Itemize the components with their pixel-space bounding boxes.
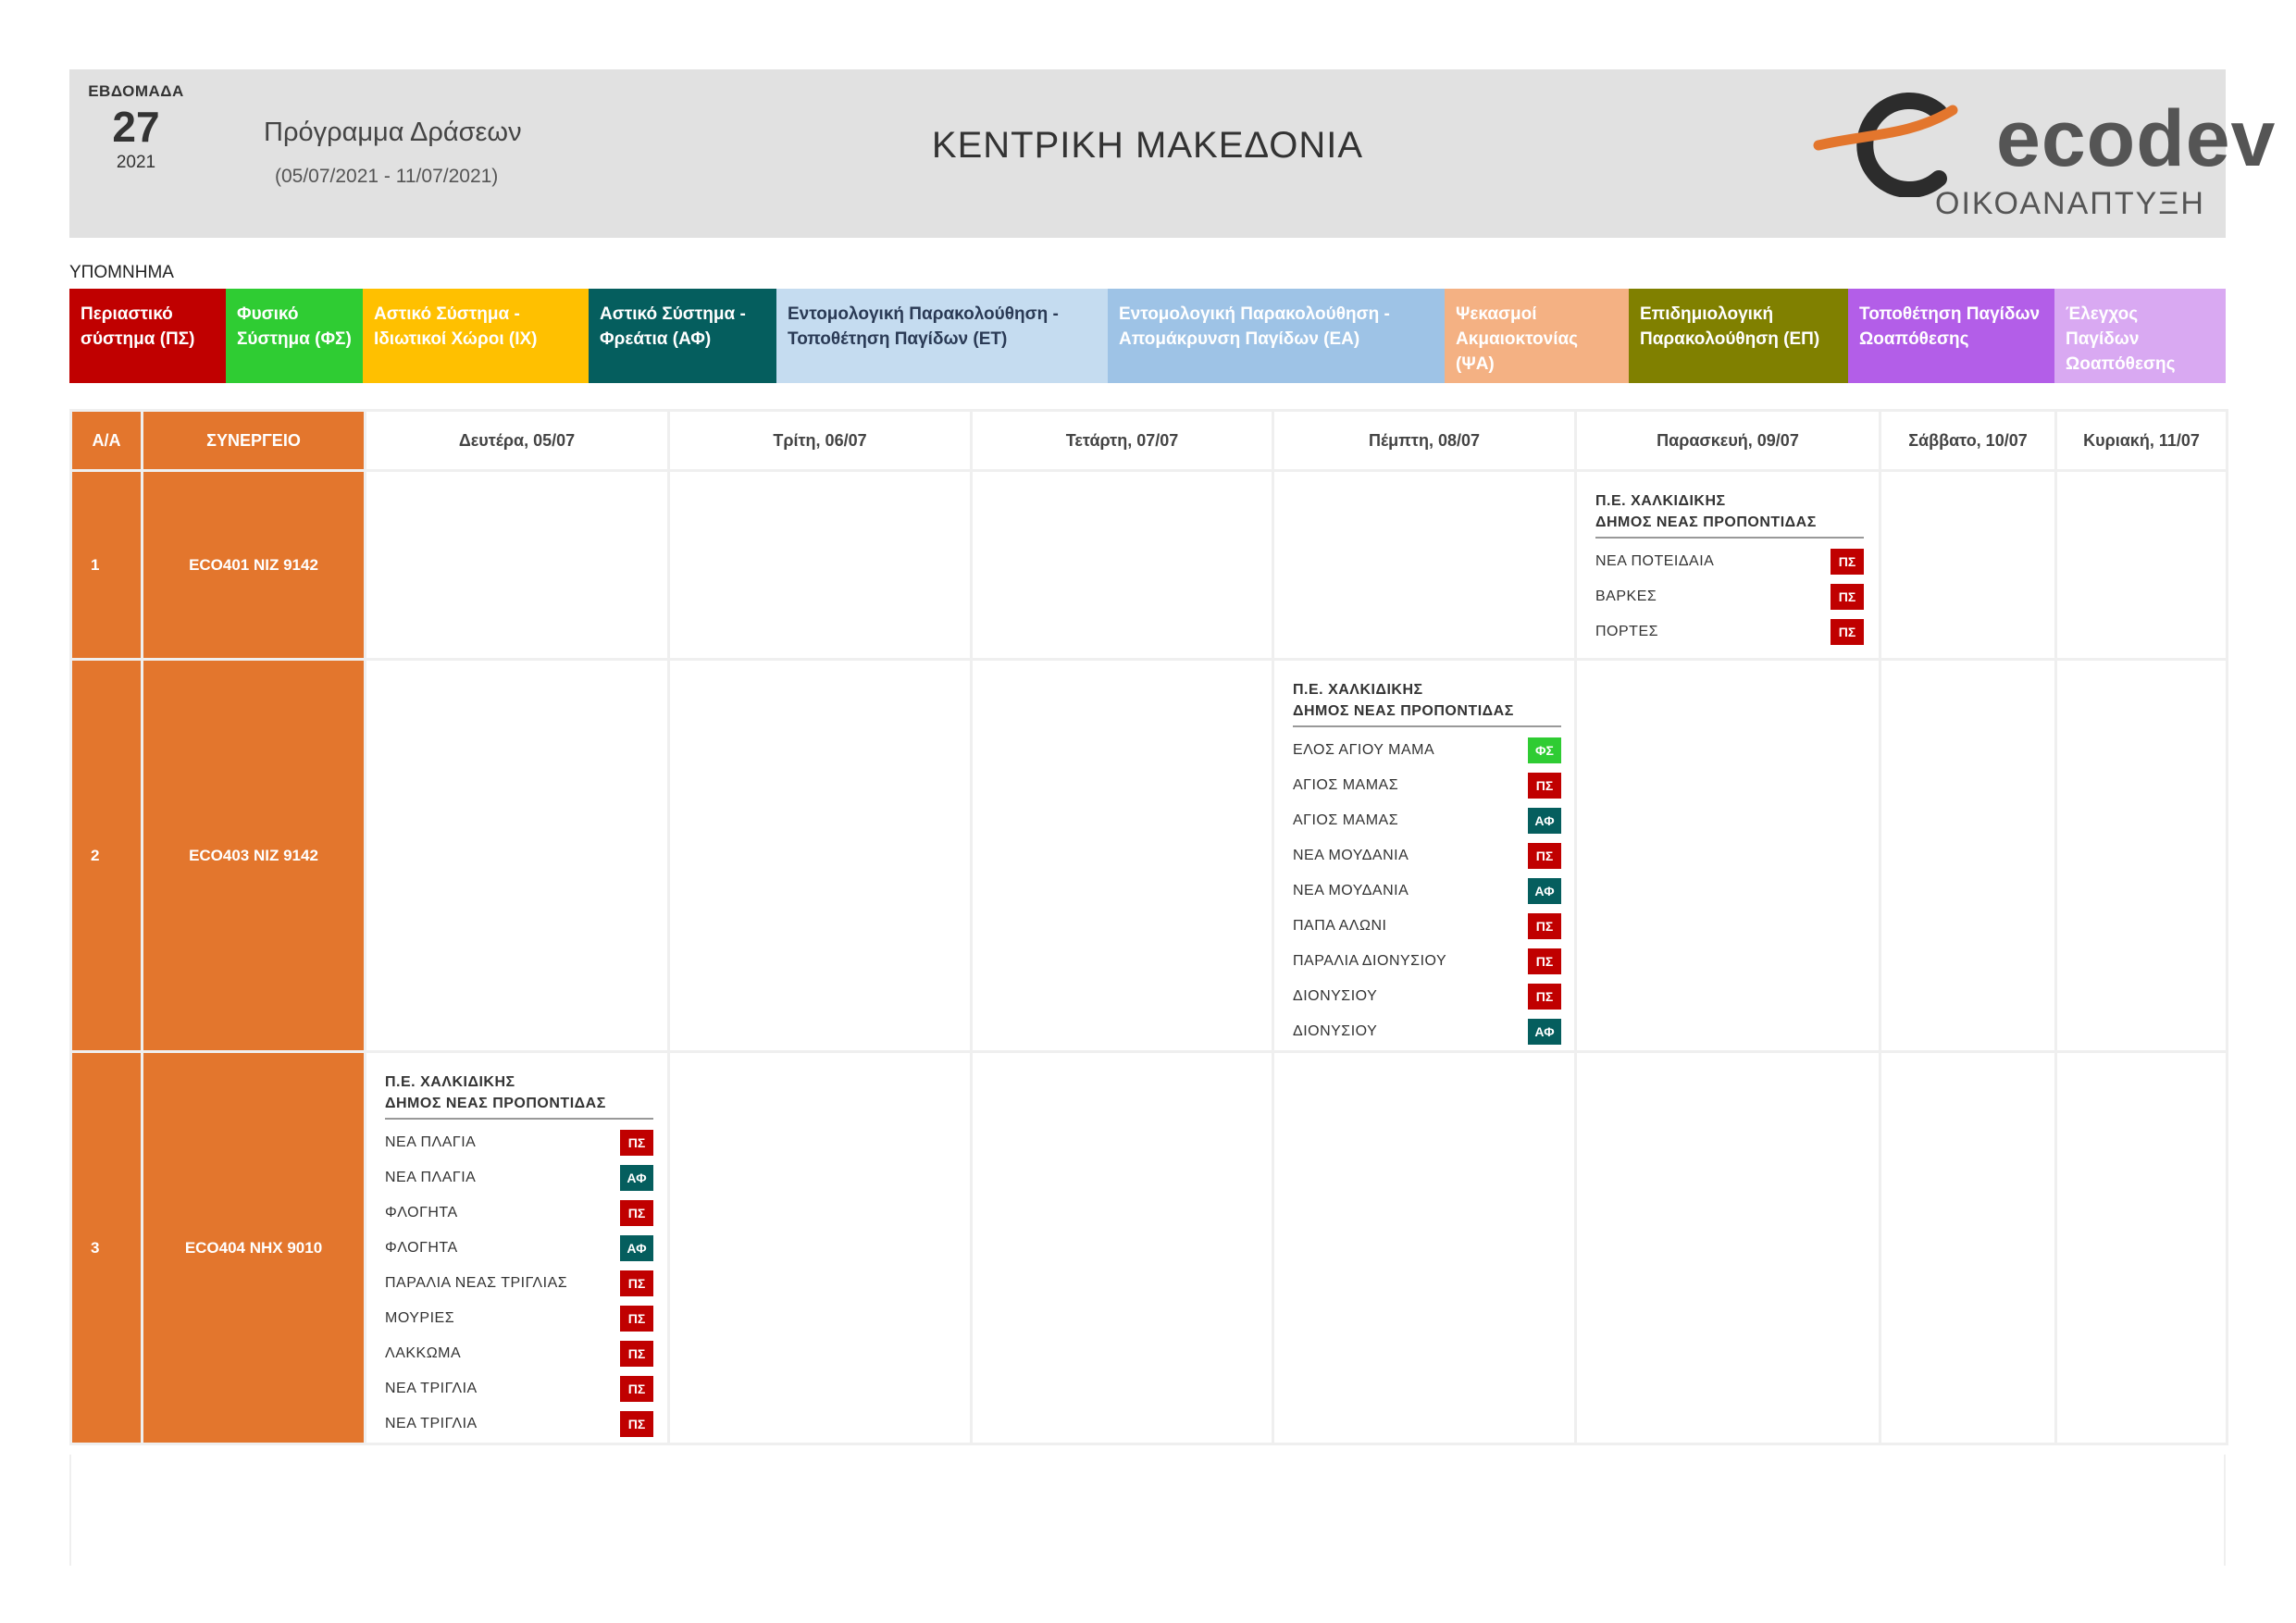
day-cell xyxy=(366,471,669,660)
week-number: 27 xyxy=(112,103,160,151)
column-header-day: Παρασκευή, 09/07 xyxy=(1576,411,1880,471)
row-number: 1 xyxy=(71,471,143,660)
activity-entry xyxy=(1595,544,1864,579)
column-header-day: Πέμπτη, 08/07 xyxy=(1273,411,1576,471)
activity-entry xyxy=(1293,1014,1561,1049)
day-cell xyxy=(1273,471,1576,660)
program-dates: (05/07/2021 - 11/07/2021) xyxy=(275,166,499,187)
activity-entry xyxy=(385,1196,653,1231)
column-header-day: Σάββατο, 10/07 xyxy=(1880,411,2056,471)
legend-item: Επιδημιολογική Παρακολούθηση (ΕΠ) xyxy=(1629,289,1848,383)
legend-item: Έλεγχος Παγίδων Ωοαπόθεσης xyxy=(2054,289,2226,383)
column-header-partner: ΣΥΝΕΡΓΕΙΟ xyxy=(143,411,366,471)
activity-location-name: ΝΕΑ ΤΡΙΓΛΙΑ xyxy=(385,1381,478,1396)
row-number: 2 xyxy=(71,660,143,1052)
day-cell xyxy=(669,471,972,660)
activity-entry xyxy=(1293,909,1561,944)
activity-entry xyxy=(1595,579,1864,614)
activity-entry xyxy=(1293,944,1561,979)
activity-type-badge: ΠΣ xyxy=(1528,843,1561,869)
activity-location-name: ΛΑΚΚΩΜΑ xyxy=(385,1345,462,1361)
region-title: ΚΕΝΤΡΙΚΗ ΜΑΚΕΔΟΝΙΑ xyxy=(931,125,1364,166)
logo-text: ecodev xyxy=(1996,94,2277,183)
activity-location-header xyxy=(1293,679,1561,727)
week-year: 2021 xyxy=(116,153,156,172)
activity-entry xyxy=(1293,803,1561,838)
day-cell xyxy=(1880,660,2056,1052)
legend-item: Αστικό Σύστημα - Ιδιωτικοί Χώροι (ΙΧ) xyxy=(363,289,589,383)
activity-type-badge: ΠΣ xyxy=(1831,584,1864,610)
ecodev-logo xyxy=(1800,86,2277,225)
activity-location-name: ΠΟΡΤΕΣ xyxy=(1595,624,1659,639)
day-cell xyxy=(366,1052,669,1444)
legend-item: Τοποθέτηση Παγίδων Ωοαπόθεσης xyxy=(1848,289,2054,383)
activity-location-name: ΝΕΑ ΜΟΥΔΑΝΙΑ xyxy=(1293,883,1409,898)
activity-entry xyxy=(1293,768,1561,803)
activity-type-badge: ΠΣ xyxy=(1528,984,1561,1010)
day-cell xyxy=(1880,471,2056,660)
activity-type-badge: ΠΣ xyxy=(1831,619,1864,645)
activity-type-badge: ΑΦ xyxy=(620,1235,653,1261)
activity-municipality: ΔΗΜΟΣ ΝΕΑΣ ΠΡΟΠΟΝΤΙΔΑΣ xyxy=(385,1096,606,1111)
activity-location-name: ΝΕΑ ΜΟΥΔΑΝΙΑ xyxy=(1293,848,1409,863)
activity-location-header xyxy=(385,1072,653,1120)
activity-location-name: ΒΑΡΚΕΣ xyxy=(1595,588,1657,604)
day-cell xyxy=(1273,660,1576,1052)
activity-type-badge: ΠΣ xyxy=(620,1376,653,1402)
activity-location-name: ΝΕΑ ΤΡΙΓΛΙΑ xyxy=(385,1416,478,1431)
activity-entry xyxy=(385,1371,653,1406)
activity-location-name: ΠΑΡΑΛΙΑ ΝΕΑΣ ΤΡΙΓΛΙΑΣ xyxy=(385,1275,568,1291)
day-cell xyxy=(366,660,669,1052)
activity-block xyxy=(385,1072,653,1442)
activity-type-badge: ΑΦ xyxy=(1528,1019,1561,1045)
table-row xyxy=(71,1052,2228,1444)
activity-region: Π.Ε. ΧΑΛΚΙΔΙΚΗΣ xyxy=(1595,493,1726,509)
legend-item: Ψεκασμοί Ακμαιοκτονίας (ΨΑ) xyxy=(1445,289,1629,383)
empty-table-area xyxy=(69,1455,2226,1566)
column-header-day: Δευτέρα, 05/07 xyxy=(366,411,669,471)
activity-type-badge: ΦΣ xyxy=(1528,737,1561,763)
activity-location-name: ΑΓΙΟΣ ΜΑΜΑΣ xyxy=(1293,777,1399,793)
activity-type-badge: ΑΦ xyxy=(1528,878,1561,904)
legend-item: Εντομολογική Παρακολούθηση - Τοποθέτηση Παγίδων (ΕΤ) xyxy=(776,289,1108,383)
activity-region: Π.Ε. ΧΑΛΚΙΔΙΚΗΣ xyxy=(1293,682,1423,698)
day-cell xyxy=(1576,660,1880,1052)
day-cell xyxy=(669,1052,972,1444)
activity-type-badge: ΠΣ xyxy=(620,1130,653,1156)
activity-location-name: ΔΙΟΝΥΣΙΟΥ xyxy=(1293,988,1378,1004)
activity-location-name: ΦΛΟΓΗΤΑ xyxy=(385,1205,458,1220)
activity-location-name: ΝΕΑ ΠΛΑΓΙΑ xyxy=(385,1134,477,1150)
activity-type-badge: ΑΦ xyxy=(620,1165,653,1191)
activity-location-name: ΝΕΑ ΠΟΤΕΙΔΑΙΑ xyxy=(1595,553,1715,569)
activity-type-badge: ΑΦ xyxy=(1528,808,1561,834)
table-row xyxy=(71,471,2228,660)
activity-location-name: ΔΙΟΝΥΣΙΟΥ xyxy=(1293,1023,1378,1039)
day-cell xyxy=(972,1052,1273,1444)
activity-block xyxy=(1293,679,1561,1049)
page-header xyxy=(69,69,2277,238)
activity-type-badge: ΠΣ xyxy=(1831,549,1864,575)
column-header-aa: Α/Α xyxy=(71,411,143,471)
activity-type-badge: ΠΣ xyxy=(620,1411,653,1437)
day-cell xyxy=(2056,471,2228,660)
column-header-day: Κυριακή, 11/07 xyxy=(2056,411,2228,471)
activity-entry xyxy=(385,1336,653,1371)
activity-location-name: ΦΛΟΓΗΤΑ xyxy=(385,1240,458,1256)
legend-item: Φυσικό Σύστημα (ΦΣ) xyxy=(226,289,363,383)
table-row xyxy=(71,660,2228,1052)
legend-item: Αστικό Σύστημα - Φρεάτια (ΑΦ) xyxy=(589,289,776,383)
partner-cell: ECO401 ΝΙΖ 9142 xyxy=(143,471,366,660)
day-cell xyxy=(2056,660,2228,1052)
activity-type-badge: ΠΣ xyxy=(620,1306,653,1332)
legend-title: ΥΠΟΜΝΗΜΑ xyxy=(69,263,174,282)
day-cell xyxy=(972,471,1273,660)
activity-location-name: ΝΕΑ ΠΛΑΓΙΑ xyxy=(385,1170,477,1185)
activity-entry xyxy=(1595,614,1864,650)
logo-subtitle: ΟΙΚΟΑΝΑΠΤΥΞΗ xyxy=(1935,186,2205,221)
activity-location-name: ΕΛΟΣ ΑΓΙΟΥ ΜΑΜΑ xyxy=(1293,742,1435,758)
activity-municipality: ΔΗΜΟΣ ΝΕΑΣ ΠΡΟΠΟΝΤΙΔΑΣ xyxy=(1293,703,1514,719)
schedule-table xyxy=(69,409,2228,1445)
activity-location-name: ΠΑΠΑ ΑΛΩΝΙ xyxy=(1293,918,1387,934)
legend xyxy=(69,289,2226,383)
legend-item: Εντομολογική Παρακολούθηση - Απομάκρυνση Παγίδων (ΕΑ) xyxy=(1108,289,1445,383)
activity-entry xyxy=(385,1406,653,1442)
activity-entry xyxy=(1293,733,1561,768)
activity-municipality: ΔΗΜΟΣ ΝΕΑΣ ΠΡΟΠΟΝΤΙΔΑΣ xyxy=(1595,514,1817,530)
program-title: Πρόγραμμα Δράσεων xyxy=(264,118,522,147)
activity-type-badge: ΠΣ xyxy=(620,1341,653,1367)
week-label: ΕΒΔΟΜΑΔΑ xyxy=(88,82,184,100)
activity-type-badge: ΠΣ xyxy=(1528,773,1561,799)
day-cell xyxy=(1576,471,1880,660)
activity-entry xyxy=(385,1266,653,1301)
activity-entry xyxy=(385,1231,653,1266)
activity-location-name: ΑΓΙΟΣ ΜΑΜΑΣ xyxy=(1293,812,1399,828)
activity-entry xyxy=(385,1160,653,1196)
activity-entry xyxy=(1293,979,1561,1014)
activity-type-badge: ΠΣ xyxy=(620,1200,653,1226)
activity-block xyxy=(1595,490,1864,650)
activity-entry xyxy=(1293,838,1561,873)
column-header-day: Τετάρτη, 07/07 xyxy=(972,411,1273,471)
day-cell xyxy=(1880,1052,2056,1444)
partner-cell: ECO404 ΝΗΧ 9010 xyxy=(143,1052,366,1444)
table-header-row xyxy=(71,411,2228,471)
activity-entry xyxy=(1293,873,1561,909)
partner-cell: ECO403 ΝΙΖ 9142 xyxy=(143,660,366,1052)
activity-entry xyxy=(385,1301,653,1336)
logo-mark-icon xyxy=(1800,86,1994,197)
day-cell xyxy=(669,660,972,1052)
day-cell xyxy=(2056,1052,2228,1444)
day-cell xyxy=(972,660,1273,1052)
column-header-day: Τρίτη, 06/07 xyxy=(669,411,972,471)
activity-region: Π.Ε. ΧΑΛΚΙΔΙΚΗΣ xyxy=(385,1074,515,1090)
legend-item: Περιαστικό σύστημα (ΠΣ) xyxy=(69,289,226,383)
activity-type-badge: ΠΣ xyxy=(620,1270,653,1296)
activity-type-badge: ΠΣ xyxy=(1528,913,1561,939)
activity-location-name: ΜΟΥΡΙΕΣ xyxy=(385,1310,455,1326)
activity-type-badge: ΠΣ xyxy=(1528,948,1561,974)
activity-entry xyxy=(385,1125,653,1160)
row-number: 3 xyxy=(71,1052,143,1444)
day-cell xyxy=(1576,1052,1880,1444)
activity-location-header xyxy=(1595,490,1864,539)
day-cell xyxy=(1273,1052,1576,1444)
activity-location-name: ΠΑΡΑΛΙΑ ΔΙΟΝΥΣΙΟΥ xyxy=(1293,953,1447,969)
